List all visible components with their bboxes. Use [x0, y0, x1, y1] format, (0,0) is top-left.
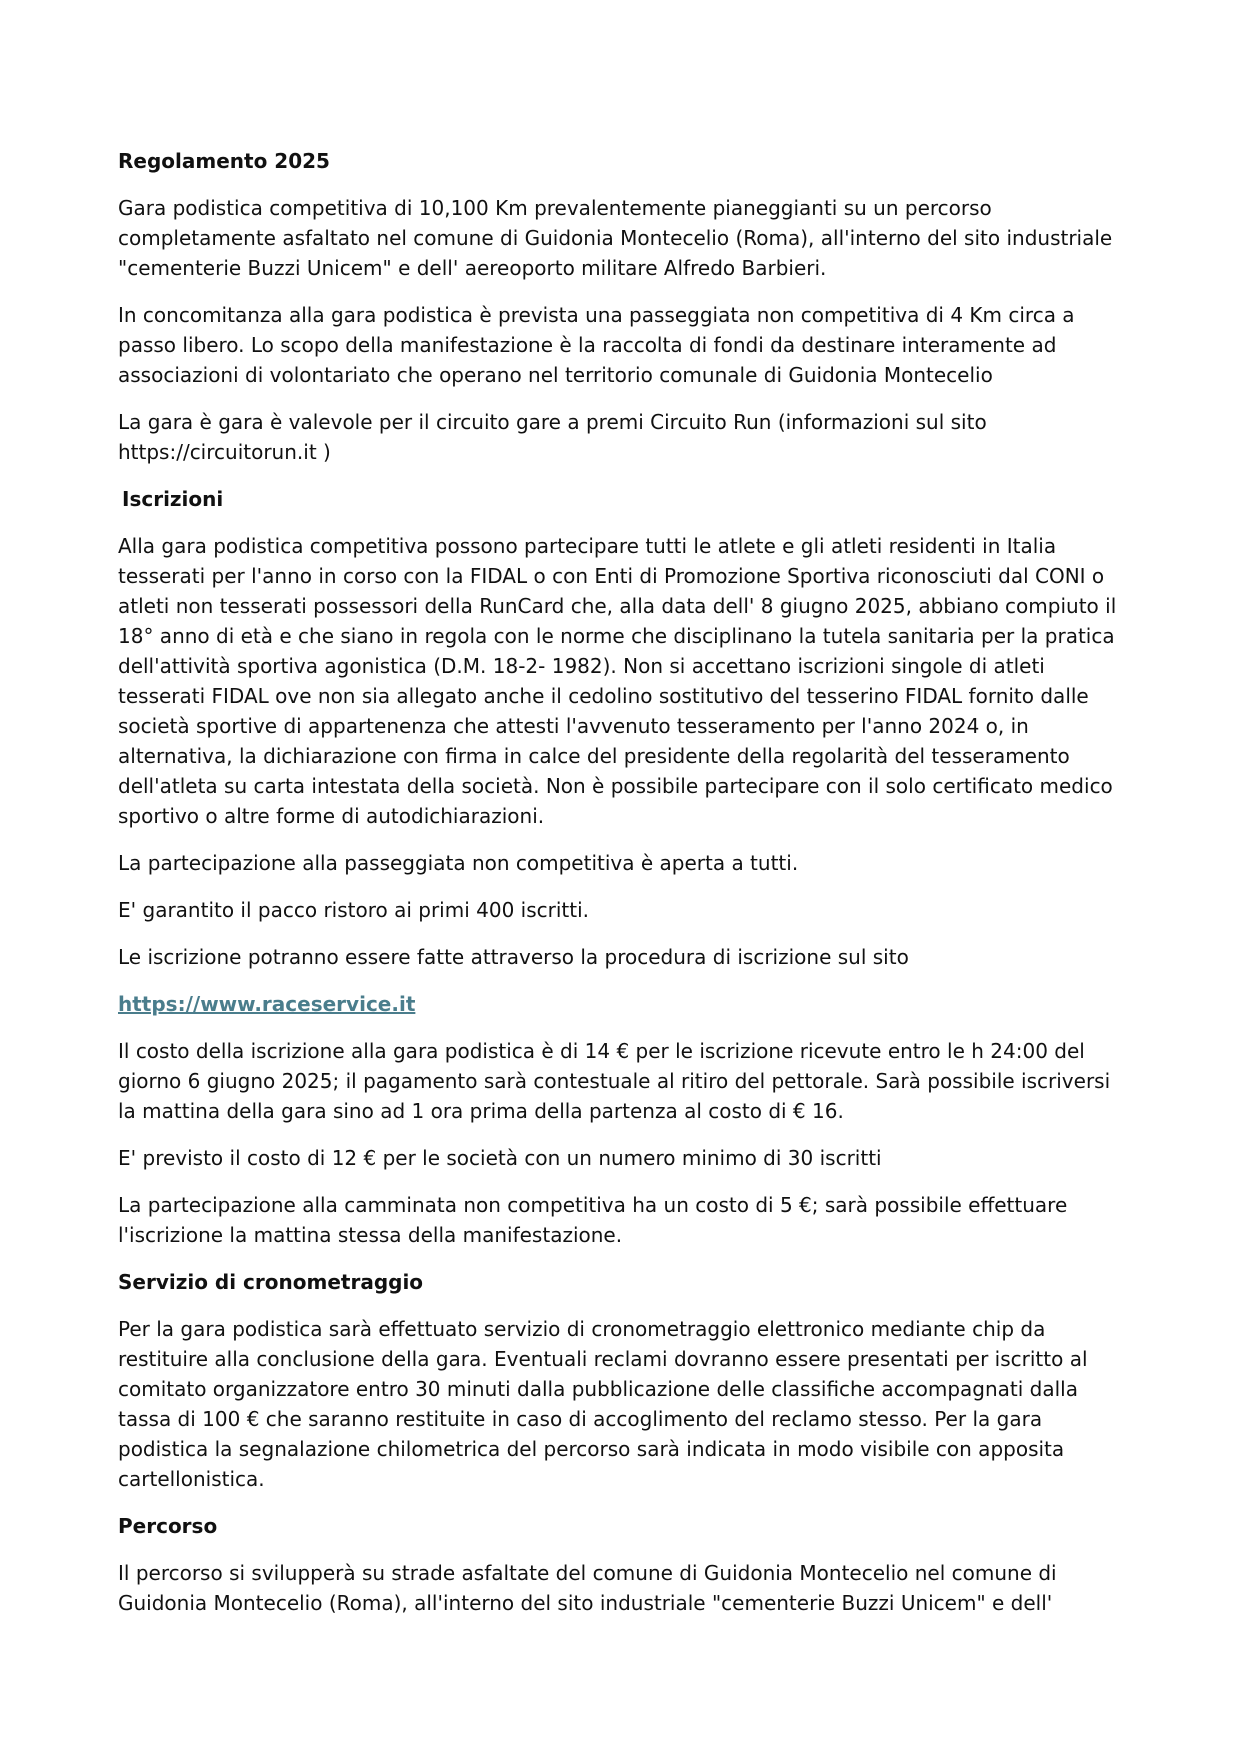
paragraph: Per la gara podistica sarà effettuato servizio di cronometraggio elettronico mediante chip da restituire alla conclusione della gara. Eventuali reclami dovranno essere presentati per iscritto al comitato organizzatore entro 30 minuti dalla pubblicazione delle classifiche accompagnati dalla tassa di 100 € che saranno restituite in caso di accoglimento del reclamo stesso. Per la gara podistica la segnalazione chilometrica del percorso sarà indicata in modo visibile con apposita cartellonistica. — [118, 1317, 1088, 1491]
paragraph: E' previsto il costo di 12 € per le società con un numero minimo di 30 iscritti — [118, 1146, 882, 1170]
section-heading-iscrizioni: Iscrizioni — [122, 487, 224, 511]
paragraph: La partecipazione alla passeggiata non competitiva è aperta a tutti. — [118, 851, 799, 875]
document-page — [118, 146, 1128, 1635]
section-heading-cronometraggio: Servizio di cronometraggio — [118, 1270, 424, 1294]
paragraph: Alla gara podistica competitiva possono partecipare tutti le atlete e gli atleti residenti in Italia tesserati per l'anno in corso con la FIDAL o con Enti di Promozione Sportiva riconosciuti dal CONI o atleti non tesserati possessori della RunCard che, alla data dell' 8 giugno 2025, abbiano compiuto il 18° anno di età e che siano in regola con le norme che disciplinano la tutela sanitaria per la pratica dell'attività sportiva agonistica (D.M. 18-2- 1982). Non si accettano iscrizioni singole di atleti tesserati FIDAL ove non sia allegato anche il cedolino sostitutivo del tesserino FIDAL fornito dalle società sportive di appartenenza che attesti l'avvenuto tesseramento per l'anno 2024 o, in alternativa, la dichiarazione con firma in calce del presidente della regolarità del tesseramento dell'atleta su carta intestata della società. Non è possibile partecipare con il solo certificato medico sportivo o altre forme di autodichiarazioni. — [118, 534, 1117, 828]
intro-paragraph: In concomitanza alla gara podistica è prevista una passeggiata non competitiva di 4 Km circa a passo libero. Lo scopo della manifestazione è la raccolta di fondi da destinare interamente ad associazioni di volontariato che operano nel territorio comunale di Guidonia Montecelio — [118, 303, 1075, 387]
intro-paragraph: Gara podistica competitiva di 10,100 Km prevalentemente pianeggianti su un percorso completamente asfaltato nel comune di Guidonia Montecelio (Roma), all'interno del sito industriale "cementerie Buzzi Unicem" e dell' aereoporto militare Alfredo Barbieri. — [118, 196, 1113, 280]
paragraph: Le iscrizione potranno essere fatte attraverso la procedura di iscrizione sul sito — [118, 945, 909, 969]
link-paragraph — [118, 989, 1128, 1019]
raceservice-link[interactable]: https://www.raceservice.it — [118, 992, 416, 1016]
paragraph: La partecipazione alla camminata non competitiva ha un costo di 5 €; sarà possibile effettuare l'iscrizione la mattina stessa della manifestazione. — [118, 1193, 1068, 1247]
document-title: Regolamento 2025 — [118, 149, 330, 173]
paragraph: Il costo della iscrizione alla gara podistica è di 14 € per le iscrizione ricevute entro le h 24:00 del giorno 6 giugno 2025; il pagamento sarà contestuale al ritiro del pettorale. Sarà possibile iscriversi la mattina della gara sino ad 1 ora prima della partenza al costo di € 16. — [118, 1039, 1111, 1123]
paragraph: E' garantito il pacco ristoro ai primi 400 iscritti. — [118, 898, 590, 922]
section-heading-percorso: Percorso — [118, 1514, 218, 1538]
paragraph: Il percorso si svilupperà su strade asfaltate del comune di Guidonia Montecelio nel comune di Guidonia Montecelio (Roma), all'interno del sito industriale "cementerie Buzzi Unicem" e dell' — [118, 1561, 1057, 1615]
intro-paragraph: La gara è gara è valevole per il circuito gare a premi Circuito Run (informazioni sul sito https://circuitorun.it ) — [118, 410, 987, 464]
